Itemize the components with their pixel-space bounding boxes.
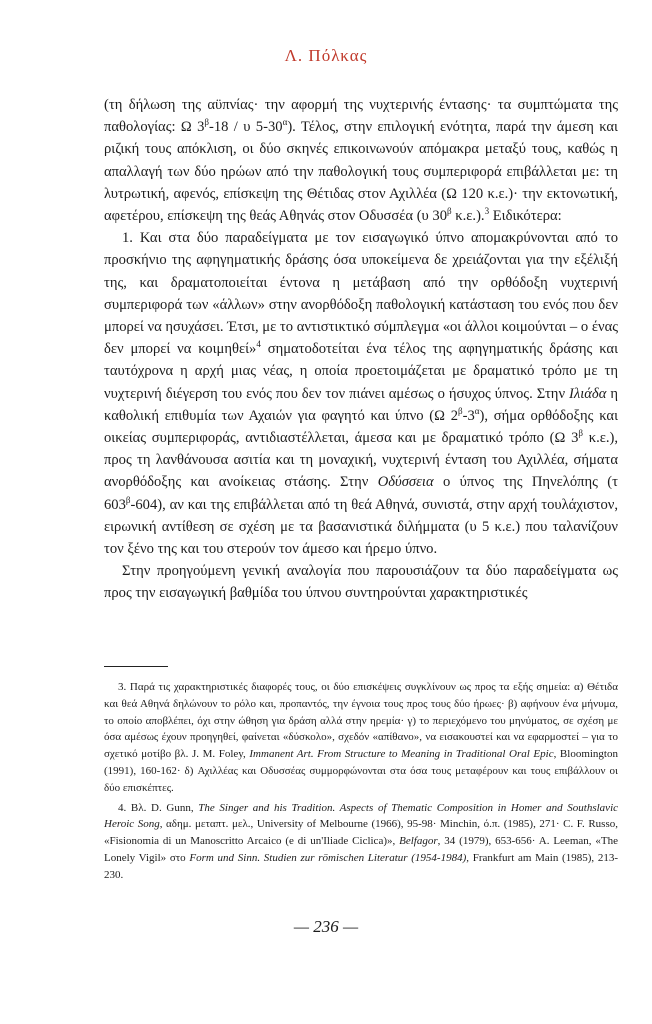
superscript-mark: β (125, 494, 131, 505)
paragraph-2 (104, 227, 618, 560)
superscript-mark: 4 (256, 339, 261, 350)
main-text (104, 94, 618, 605)
page-number: — 236 — (293, 917, 359, 936)
text-run: 4. Βλ. D. Gunn, (118, 801, 199, 814)
text-run: Frankfurt am Main (1985), 213-230. (104, 851, 618, 881)
text-run: Ειδικότερα: (489, 208, 562, 225)
footnote-4 (104, 800, 618, 884)
italic-title: The Singer and his Tradition. Aspects of Thematic Composition in Homer and Southslavic Heroic Song (104, 801, 619, 831)
paragraph-1 (104, 94, 618, 227)
superscript-mark: β (204, 117, 209, 128)
italic-title: Οδύσσεια (377, 474, 434, 491)
text-run: ), σήμα ορθόδοξης και οικείας συμπεριφοράς, αντιδιαστέλλεται, άμεσα και με δραματικό τρόπο (Ω 3 (104, 407, 618, 447)
text-run: 1. Και στα δύο παραδείγματα με τον εισαγωγικό ύπνο απομακρύνονται από το προσκήνιο της αφηγηματικής δράσης όσα υποκείμενα δε χρειάζονται για την εξέλιξή της, και δραματοποιείται έντονα η μετάβαση από την ορθόδοξη νυχτερινή συμπεριφορά των «άλλων» στην ανορθόδοξη παθολογική κατάσταση του ενός που δεν μπορεί να ησυχάσει. Έτσι, με το αντιστικτικό σύμπλεγμα «οι άλλοι κοιμούνται – ο ένας δεν μπορεί να κοιμηθεί» (104, 230, 618, 358)
text-run: 3. Παρά τις χαρακτηριστικές διαφορές τους, οι δύο επισκέψεις συγκλίνουν ως προς τα εξής σημεία: α) Θέτιδα και θεά Αθηνά δηλώνουν το ρόλο και, προπαντός, την έγνοια τους προς τους δύο ήρωες· β) αφήνουν ένα μήνυμα, το οποίο αποβλέπει, όχι στην ώθηση για δράση αλλά στην ηρεμία· γ) το περιεχόμενο του μηνύματος, σε σχέση με όσα αμέσως έχουν προηγηθεί, φαίνεται «δύσκολο», σχεδόν «απίθανο», να εισακουστεί και να εφαρμοστεί – για το σχετικό μοτίβο βλ. J. M. Foley, (104, 681, 618, 761)
text-run: ο ύπνος της Πηνελόπης (τ 603 (104, 474, 618, 513)
text-run: η καθολική επιθυμία των Αχαιών για φαγητό και ύπνο (Ω 2 (104, 385, 618, 424)
italic-title: Ιλιάδα (569, 385, 607, 402)
text-run: , Bloomington (1991), 160-162· δ) Αχιλλέας και Οδυσσέας συμμορφώνονται στα όσα τους μεταφέρουν και τους επιβάλλουν οι δύο επισκέπτες. (104, 748, 618, 794)
footnote-3 (104, 679, 618, 797)
superscript-mark: β (578, 428, 583, 439)
italic-title: Belfagor (399, 835, 438, 848)
superscript-mark: α (282, 117, 288, 128)
footnote-divider (104, 666, 168, 667)
text-run: -18 / υ 5-30 (209, 119, 283, 136)
text-run: ). Τέλος, στην επιλογική ενότητα, παρά την άμεση και ριζική τους απόκλιση, οι δύο σκηνές επικοινωνούν απόμακρα μεταξύ τους, καθώς η απαλλαγή των δύο ηρώων από την παθολογική τους συμπεριφορά επιβάλλεται με: τη λυτρωτική, αφενός, επίσκεψη της Θέτιδας στον Αχιλλέα (Ω 120 κ.ε.)· την εκτονωτική, αφετέρου, επίσκεψη της θεάς Αθηνάς στον Οδυσσέα (υ 30 (104, 119, 618, 225)
text-run: κ.ε.). (451, 208, 485, 225)
text-run: Στην προηγούμενη γενική αναλογία που παρουσιάζουν τα δύο παραδείγματα ως προς την εισαγωγική βαθμίδα του ύπνου συντηρούνται χαρακτηριστικές (104, 563, 618, 602)
italic-title: Immanent Art. From Structure to Meaning in Traditional Oral Epic (249, 748, 554, 761)
text-run: (τη δήλωση της αϋπνίας· την αφορμή της νυχτερινής έντασης· τα συμπτώματα της παθολογίας: Ω 3 (104, 97, 618, 136)
superscript-mark: α (474, 405, 480, 416)
text-run: -604), αν και της επιβάλλεται από τη θεά Αθηνά, συνιστά, στην αρχή τουλάχιστον, ειρωνική αντίθεση σε σχέση με τα βασανιστικά διλήμματα (υ 5 κ.ε.) που ταλανίζουν τον ξένο της και του στερούν τον άμεσο και ήρεμο ύπνο. (104, 496, 618, 558)
running-head: Λ. Πόλκας (284, 46, 368, 65)
text-run: , αδημ. μεταπτ. μελ., University of Melbourne (1966), 95-98· Minchin, ό.π. (1985), 271· C. F. Russo, «Fisionomia di un Manoscritto Arcaico (e di un'Iliade Ciclica)», (104, 818, 618, 848)
superscript-mark: 3 (484, 206, 490, 217)
text-run: -3 (462, 407, 475, 424)
footnotes (104, 679, 618, 887)
text-run: κ.ε.), προς τη λανθάνουσα ασιτία και τη μοναχική, νυχτερινή ένταση του Αχιλλέα, σήματα ανορθόδοξης και ανοίκειας στάσης. Στην (104, 430, 618, 491)
superscript-mark: β (447, 206, 452, 217)
superscript-mark: β (458, 405, 463, 416)
paragraph-3 (104, 560, 618, 604)
text-run: σηματοδοτείται ένα τέλος της αφηγηματικής δράσης και ταυτόχρονα η αρχή μιας νέας, η οποία προετοιμάζεται με δραματικό τρόπο με τη νυχτερινή διέγερση του ενός που δεν τον πιάνει αμέσως ο ήσυχος ύπνος. Στην (104, 341, 618, 402)
italic-title: Form und Sinn. Studien zur römischen Literatur (1954-1984), (189, 851, 469, 864)
text-run: , 34 (1979), 653-656· A. Leeman, «The Lonely Vigil» στο (104, 835, 618, 864)
